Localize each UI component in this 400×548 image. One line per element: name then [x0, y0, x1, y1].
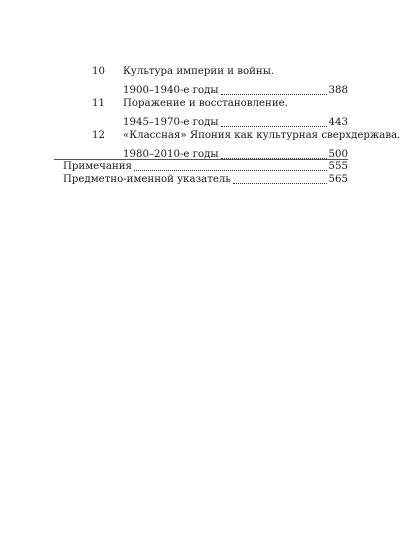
chapter-title: Культура империи и войны. [123, 66, 275, 77]
back-matter-title: Предметно-именной указатель [63, 174, 231, 185]
toc-notes [63, 161, 348, 174]
dot-leader [134, 170, 327, 171]
chapter-page-line [123, 117, 348, 130]
page-number: 565 [328, 174, 348, 185]
chapter-number: 10 [92, 66, 105, 77]
toc-index [63, 174, 348, 187]
chapter-period: 1945–1970-е годы [123, 116, 219, 128]
chapter-period: 1980–2010-е годы [123, 148, 219, 160]
chapter-period: 1900–1940-е годы [123, 84, 219, 96]
page-number: 443 [328, 116, 348, 128]
page-number: 555 [328, 161, 348, 172]
page-number: 388 [328, 84, 348, 96]
dot-leader [221, 94, 327, 95]
chapter-title: «Классная» Япония как культурная сверхдержава. [123, 130, 400, 141]
section-divider [54, 159, 348, 160]
chapter-number: 12 [92, 130, 105, 141]
dot-leader [233, 183, 327, 184]
chapter-number: 11 [92, 98, 105, 109]
dot-leader [221, 126, 327, 127]
chapter-title: Поражение и восстановление. [123, 98, 288, 109]
chapter-page-line [123, 85, 348, 98]
page-number: 500 [328, 148, 348, 160]
back-matter-title: Примечания [63, 161, 132, 172]
chapter-entry [123, 130, 400, 162]
chapter-entry [123, 98, 348, 130]
chapter-entry [123, 66, 348, 98]
